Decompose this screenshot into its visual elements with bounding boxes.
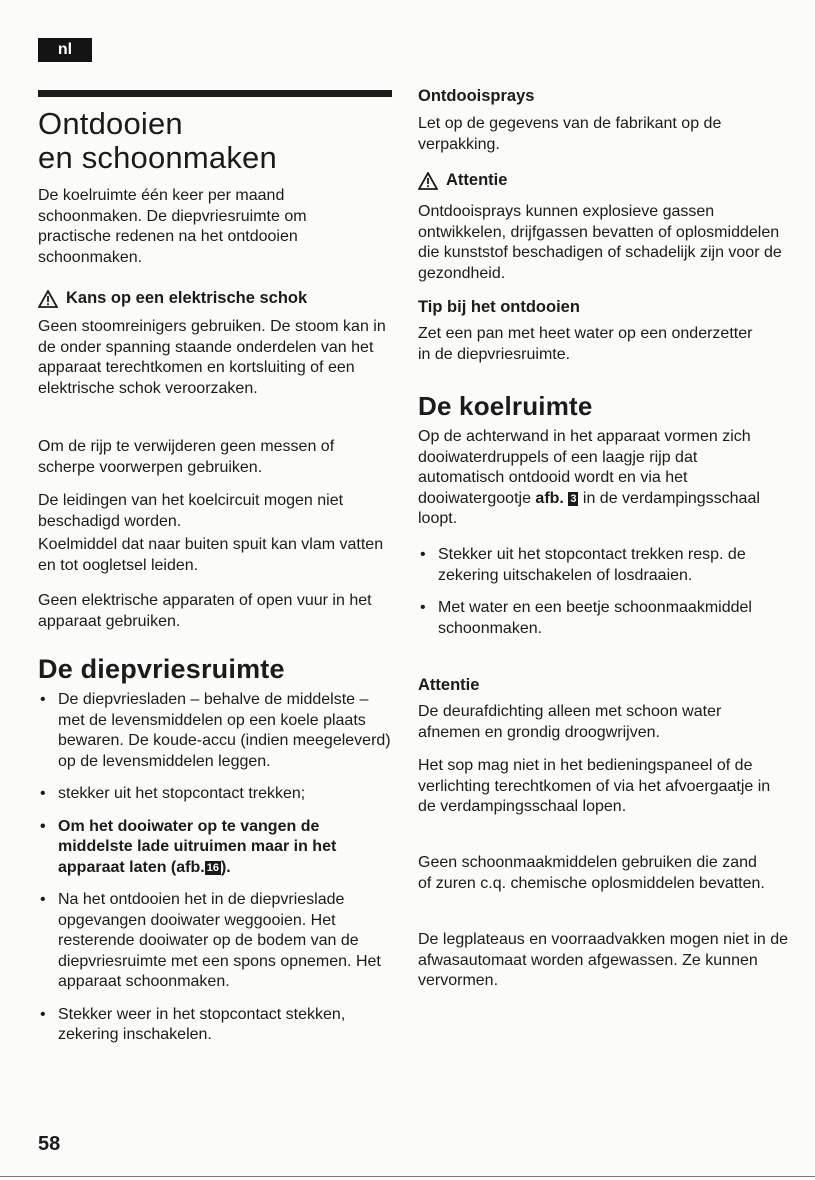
koelruimte-heading: De koelruimte	[418, 391, 593, 421]
attentie2-text: De deurafdichting alleen met schoon water afnemen en grondig droogwrijven.	[418, 703, 722, 741]
list-item: • Stekker uit het stopcontact trekken resp. de zekering uitschakelen of losdraaien.	[418, 545, 768, 586]
tip-heading: Tip bij het ontdooien	[418, 298, 580, 316]
bullet3-end: ).	[220, 858, 231, 876]
list-item: • De diepvriesladen – behalve de middelste – met de levensmiddelen op een koele plaats bewaren. De koude-accu (indien meegeleverd) op de levensmiddelen leggen.	[38, 690, 392, 772]
koelruimte-text	[418, 427, 784, 530]
title-line1: Ontdooien	[38, 106, 183, 141]
attentie2-heading: Attentie	[418, 676, 480, 694]
intro-text: De koelruimte één keer per maand schoonmaken. De diepvriesruimte om practische redenen na het ontdooien schoonmaken.	[38, 187, 307, 266]
sop-text: Het sop mag niet in het bedieningspaneel of de verlichting terechtkomen of via het afvoergaatje in de verdampingsschaal lopen.	[418, 757, 771, 815]
sprays-heading: Ontdooisprays	[418, 87, 535, 105]
koelmiddel-text: Koelmiddel dat naar buiten spuit kan vlam vatten en tot oogletsel leiden.	[38, 536, 384, 574]
shock-heading-label: Kans op een elektrische schok	[66, 289, 308, 307]
page-number: 58	[38, 1133, 61, 1155]
koelruimte-list	[418, 545, 768, 639]
legplateaus-text: De legplateaus en voorraadvakken mogen niet in de afwasautomaat worden afgewassen. Ze kunnen vervormen.	[418, 931, 789, 989]
list-item: • stekker uit het stopcontact trekken;	[38, 784, 392, 805]
attentie-heading	[418, 171, 507, 195]
list-item: • Met water en een beetje schoonmaakmiddel schoonmaken.	[418, 598, 768, 639]
list-item: • Na het ontdooien het in de diepvrieslade opgevangen dooiwater weggooien. Het resterende dooiwater op de bodem van de diepvriesruimte met een spons opnemen. Het apparaat schoonmaken.	[38, 890, 392, 993]
shock-heading	[38, 289, 307, 313]
section-rule	[38, 90, 392, 97]
diepvries-list	[38, 690, 392, 1046]
bullet3-text: Om het dooiwater op te vangen de middelste lade uitruimen maar in het apparaat laten (afb.	[58, 817, 337, 876]
koel-afb: afb.	[535, 489, 564, 507]
language-badge: nl	[38, 38, 92, 62]
list-item	[38, 817, 392, 879]
geen-text: Geen schoonmaakmiddelen gebruiken die zand of zuren c.q. chemische oplosmiddelen bevatten.	[418, 854, 765, 892]
warning-icon	[418, 172, 438, 190]
tip-text: Zet een pan met heet water op een onderzetter in de diepvriesruimte.	[418, 325, 753, 363]
diepvries-heading: De diepvriesruimte	[38, 654, 285, 684]
rijp-text: Om de rijp te verwijderen geen messen of scherpe voorwerpen gebruiken.	[38, 438, 335, 476]
sprays-text: Let op de gegevens van de fabrikant op de verpakking.	[418, 115, 722, 153]
shock-text: Geen stoomreinigers gebruiken. De stoom kan in de onder spanning staande onderdelen van het apparaat terechtkomen en kortsluiting of een elektrische schok veroorzaken.	[38, 318, 386, 397]
attentie-text: Ontdooisprays kunnen explosieve gassen ontwikkelen, drijfgassen bevatten of oplosmiddelen die kunststof beschadigen of schadelijk zijn voor de gezondheid.	[418, 203, 782, 282]
attentie-heading-label: Attentie	[446, 171, 508, 189]
koel-text-a: Op de achterwand in het apparaat vormen zich dooiwaterdruppels of een laagje rijp dat automatisch ontdooid wordt en via het dooiwatergootje	[418, 428, 751, 507]
leidingen-text: De leidingen van het koelcircuit mogen niet beschadigd worden.	[38, 492, 344, 530]
apparaten-text: Geen elektrische apparaten of open vuur in het apparaat gebruiken.	[38, 592, 372, 630]
koel-text-b: in de verdampingsschaal loopt.	[418, 489, 760, 527]
figure-ref: 3	[570, 492, 577, 505]
list-item: • Stekker weer in het stopcontact stekken, zekering inschakelen.	[38, 1005, 392, 1046]
warning-icon	[38, 290, 58, 308]
figure-ref: 16	[206, 861, 219, 874]
title-line2: en schoonmaken	[38, 140, 277, 175]
page-bottom-rule	[0, 1176, 815, 1177]
